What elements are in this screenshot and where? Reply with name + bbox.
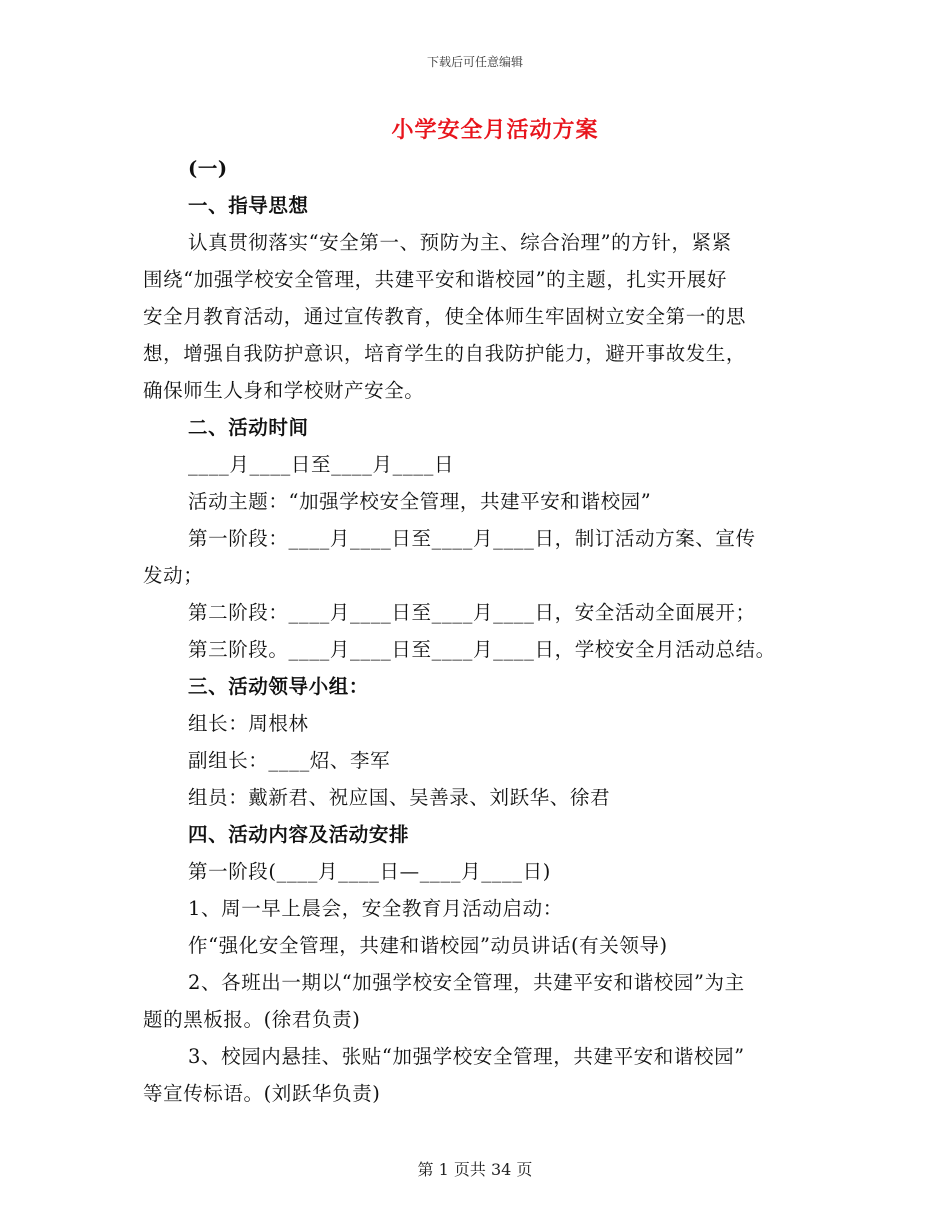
- body-line: 第三阶段。____月____日至____月____日，学校安全月活动总结。: [188, 638, 776, 661]
- body-line: 2、各班出一期以“加强学校安全管理，共建平安和谐校园”为主: [188, 971, 745, 994]
- body-line: 发动；: [143, 564, 204, 587]
- body-line: 组员：戴新君、祝应国、吴善录、刘跃华、徐君: [188, 786, 611, 809]
- section-heading: (一): [188, 157, 228, 180]
- body-line: 确保师生人身和学校财产安全。: [143, 379, 425, 402]
- body-line: 题的黑板报。(徐君负责): [143, 1008, 361, 1031]
- page-number-footer: 第 1 页共 34 页: [417, 1160, 533, 1179]
- body-line: 想，增强自我防护意识，培育学生的自我防护能力，避开事故发生，: [143, 342, 747, 365]
- body-line: 第二阶段：____月____日至____月____日，安全活动全面展开；: [188, 601, 756, 624]
- document-title: 小学安全月活动方案: [391, 117, 599, 143]
- body-line: 组长：周根林: [188, 712, 309, 735]
- section-heading: 一、指导思想: [188, 194, 309, 217]
- body-line: 认真贯彻落实“安全第一、预防为主、综合治理”的方针，紧紧: [188, 231, 732, 254]
- body-line: 1、周一早上晨会，安全教育月活动启动：: [188, 897, 563, 920]
- body-line: 活动主题：“加强学校安全管理，共建平安和谐校园”: [188, 490, 652, 513]
- body-line: 安全月教育活动，通过宣传教育，使全体师生牢固树立安全第一的思: [143, 305, 747, 328]
- body-line: ____月____日至____月____日: [188, 453, 455, 476]
- body-line: 副组长：____炤、李军: [188, 749, 391, 772]
- body-line: 第一阶段(____月____日—____月____日): [188, 860, 551, 883]
- body-line: 作“强化安全管理，共建和谐校园”动员讲话(有关领导): [188, 934, 668, 957]
- body-line: 围绕“加强学校安全管理，共建平安和谐校园”的主题，扎实开展好: [143, 268, 727, 291]
- page-header-note: 下载后可任意编辑: [426, 55, 523, 69]
- body-line: 3、校园内悬挂、张贴“加强学校安全管理，共建平安和谐校园”: [188, 1045, 745, 1068]
- body-line: 第一阶段：____月____日至____月____日，制订活动方案、宣传: [188, 527, 756, 550]
- document-body: [143, 150, 818, 1112]
- body-line: 等宣传标语。(刘跃华负责): [143, 1082, 381, 1105]
- section-heading: 二、活动时间: [188, 416, 309, 439]
- section-heading: 三、活动领导小组：: [188, 675, 369, 698]
- section-heading: 四、活动内容及活动安排: [188, 823, 410, 846]
